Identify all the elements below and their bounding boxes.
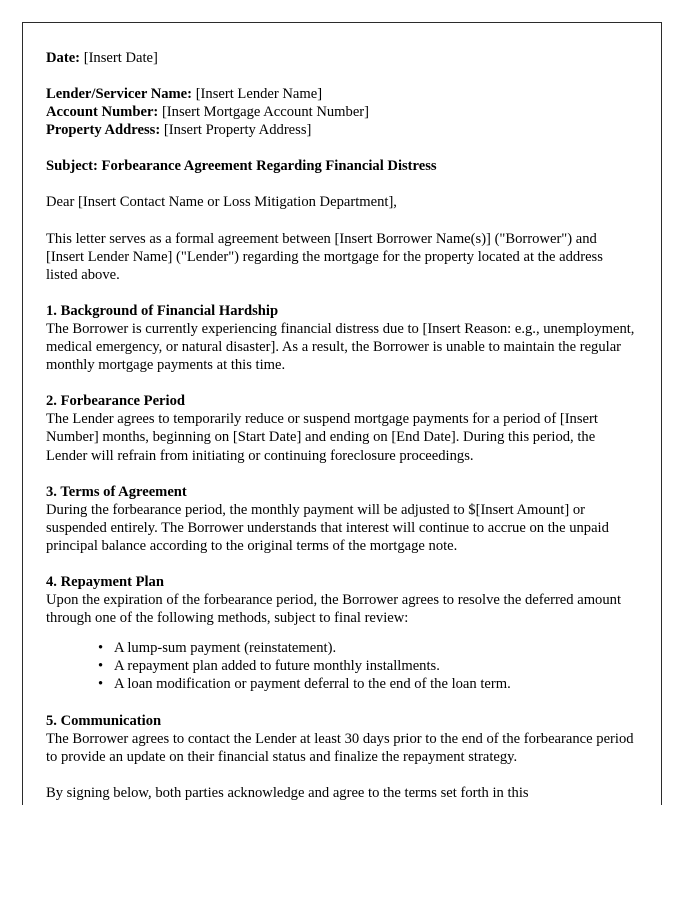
section-body: The Borrower agrees to contact the Lender at least 30 days prior to the end of the forbearance period to provide an update on their financial status and finalize the repayment strategy. [46, 730, 634, 765]
subject-line: Subject: Forbearance Agreement Regarding Financial Distress [46, 158, 437, 175]
property-address-value: [Insert Property Address] [163, 122, 312, 139]
section-background-of-financial-hardship [46, 302, 637, 374]
spacer [46, 175, 637, 193]
section-forbearance-period [46, 392, 637, 464]
list-item-label: A lump-sum payment (reinstatement). [114, 640, 337, 657]
list-item-label: A repayment plan added to future monthly installments. [114, 658, 440, 675]
document-page [22, 22, 662, 805]
document-header-block [46, 49, 637, 67]
date-label: Date: [46, 50, 81, 66]
account-number-value: [Insert Mortgage Account Number] [161, 104, 370, 121]
document-body [23, 23, 661, 802]
section-terms-of-agreement [46, 483, 637, 555]
lender-name-value: [Insert Lender Name] [195, 86, 323, 103]
account-number-label: Account Number: [46, 104, 159, 121]
spacer [46, 212, 637, 230]
section-heading: 3. Terms of Agreement [46, 483, 187, 500]
spacer [46, 284, 637, 302]
salutation-line: Dear [Insert Contact Name or Loss Mitigation Department], [46, 194, 397, 211]
spacer [46, 67, 637, 85]
section-body: The Borrower is currently experiencing financial distress due to [Insert Reason: e.g., unemployment, medical emergency, or natural disaster]. As a result, the Borrower is unable to maintain the regular monthly mortgage payments at this time. [46, 320, 635, 374]
list-item [46, 657, 637, 675]
date-value: [Insert Date] [83, 50, 158, 66]
bullet-icon: • [98, 658, 104, 675]
account-number-line [46, 103, 637, 121]
lender-name-label: Lender/Servicer Name: [46, 86, 193, 103]
property-address-line [46, 121, 637, 139]
party-details-block [46, 85, 637, 139]
spacer [46, 139, 637, 157]
section-body: Upon the expiration of the forbearance period, the Borrower agrees to resolve the deferred amount through one of the following methods, subject to final review: [46, 592, 621, 627]
section-communication [46, 712, 637, 766]
section-repayment-plan [46, 573, 637, 694]
section-heading: 1. Background of Financial Hardship [46, 302, 279, 319]
date-line [46, 49, 637, 67]
section-body: During the forbearance period, the monthly payment will be adjusted to $[Insert Amount] or suspended entirely. The Borrower understands that interest will continue to accrue on the unpaid principal balance according to the original terms of the mortgage note. [46, 501, 609, 554]
spacer [46, 766, 637, 784]
list-item-label: A loan modification or payment deferral to the end of the loan term. [114, 676, 511, 693]
list-item [46, 639, 637, 657]
bullet-icon: • [98, 640, 104, 657]
intro-paragraph: This letter serves as a formal agreement between [Insert Borrower Name(s)] ("Borrower") and [Insert Lender Name] ("Lender") regarding the mortgage for the property located at the address listed above. [46, 230, 603, 283]
section-heading: 5. Communication [46, 712, 162, 729]
lender-name-line [46, 85, 637, 103]
list-item [46, 675, 637, 693]
repayment-methods-list [46, 639, 637, 693]
section-heading: 4. Repayment Plan [46, 573, 164, 590]
property-address-label: Property Address: [46, 122, 161, 139]
section-heading: 2. Forbearance Period [46, 393, 186, 410]
bullet-icon: • [98, 676, 104, 693]
section-body: The Lender agrees to temporarily reduce or suspend mortgage payments for a period of [Insert Number] months, beginning on [Start Date] and ending on [End Date]. During this period, the Lender will refrain from initiating or continuing foreclosure proceedings. [46, 411, 598, 464]
closing-paragraph: By signing below, both parties acknowledge and agree to the terms set forth in this [46, 784, 529, 801]
